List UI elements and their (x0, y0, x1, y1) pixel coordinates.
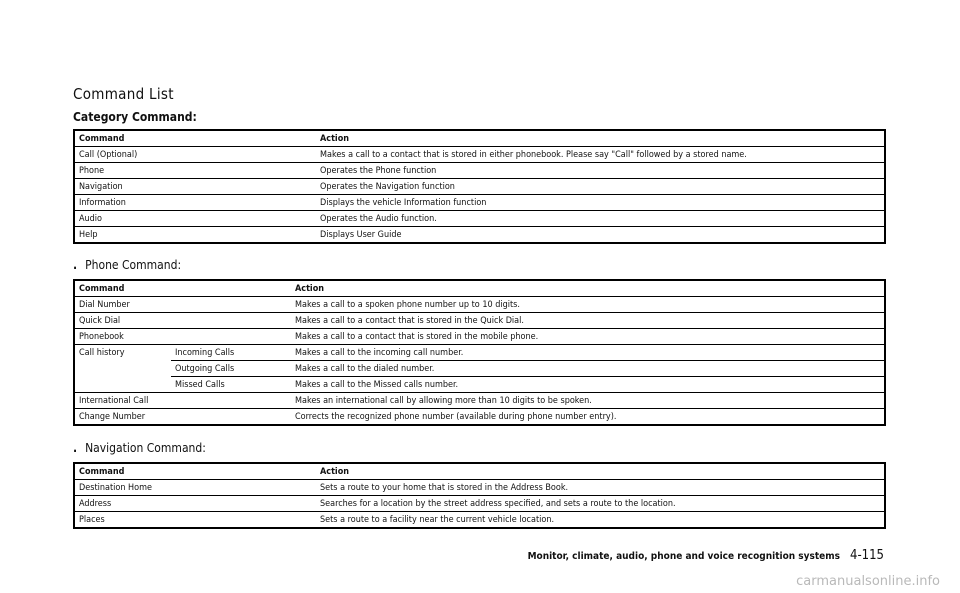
table-row (74, 297, 885, 313)
command-cell: International Call (74, 393, 291, 409)
table-header-row (74, 463, 885, 480)
navigation-command-title: Navigation Command: (85, 441, 206, 455)
action-cell: Makes a call to the incoming call number. (291, 345, 885, 361)
subcommand-cell: Missed Calls (171, 377, 291, 393)
action-cell: Displays the vehicle Information function (316, 195, 885, 211)
command-cell: Phone (74, 163, 316, 179)
action-cell: Makes a call to a contact that is stored in either phonebook. Please say "Call" followed by a stored name. (316, 147, 885, 163)
table-header-row (74, 280, 885, 297)
column-header-action: Action (316, 463, 885, 480)
table-row (74, 163, 885, 179)
column-header-command: Command (74, 463, 316, 480)
action-cell: Corrects the recognized phone number (available during phone number entry). (291, 409, 885, 426)
watermark: carmanualsonline.info (796, 574, 940, 589)
navigation-command-table (73, 462, 886, 529)
subcommand-cell: Incoming Calls (171, 345, 291, 361)
table-row (74, 345, 885, 361)
table-row (74, 179, 885, 195)
table-row (74, 361, 885, 377)
table-row (74, 195, 885, 211)
action-cell: Displays User Guide (316, 227, 885, 244)
table-row (74, 480, 885, 496)
command-cell: Information (74, 195, 316, 211)
table-row (74, 377, 885, 393)
action-cell: Operates the Audio function. (316, 211, 885, 227)
table-row (74, 393, 885, 409)
command-cell: Dial Number (74, 297, 291, 313)
command-cell: Phonebook (74, 329, 291, 345)
category-command-table (73, 129, 886, 244)
column-header-action: Action (316, 130, 885, 147)
table-row (74, 496, 885, 512)
footer-section-title: Monitor, climate, audio, phone and voice recognition systems (527, 551, 841, 562)
table-row (74, 227, 885, 244)
phone-command-heading (73, 258, 181, 272)
action-cell: Sets a route to a facility near the current vehicle location. (316, 512, 885, 529)
category-command-heading: Category Command: (73, 110, 197, 124)
action-cell: Makes a call to the dialed number. (291, 361, 885, 377)
table-row (74, 211, 885, 227)
column-header-command: Command (74, 130, 316, 147)
table-row (74, 329, 885, 345)
empty-cell (74, 377, 171, 393)
empty-cell (74, 361, 171, 377)
call-history-cell: Call history (79, 347, 125, 358)
command-cell: Navigation (74, 179, 316, 195)
page-number: 4-115 (850, 548, 884, 563)
bullet-icon: . (73, 441, 78, 455)
command-cell: Destination Home (74, 480, 316, 496)
command-cell: Quick Dial (74, 313, 291, 329)
action-cell: Searches for a location by the street address specified, and sets a route to the location. (316, 496, 885, 512)
column-header-command: Command (74, 280, 291, 297)
action-cell: Makes a call to a contact that is stored in the mobile phone. (291, 329, 885, 345)
action-cell: Operates the Navigation function (316, 179, 885, 195)
bullet-icon: . (73, 258, 78, 272)
command-cell: Change Number (74, 409, 291, 426)
command-cell: Audio (74, 211, 316, 227)
phone-command-table (73, 279, 886, 426)
table-row (74, 409, 885, 426)
page-footer (528, 548, 884, 563)
action-cell: Operates the Phone function (316, 163, 885, 179)
navigation-command-heading (73, 441, 206, 455)
action-cell: Makes a call to a contact that is stored in the Quick Dial. (291, 313, 885, 329)
action-cell: Sets a route to your home that is stored in the Address Book. (316, 480, 885, 496)
action-cell: Makes an international call by allowing more than 10 digits to be spoken. (291, 393, 885, 409)
table-row (74, 313, 885, 329)
command-cell: Places (74, 512, 316, 529)
table-header-row (74, 130, 885, 147)
action-cell: Makes a call to the Missed calls number. (291, 377, 885, 393)
table-row (74, 147, 885, 163)
page-title: Command List (73, 85, 174, 103)
command-cell: Help (74, 227, 316, 244)
column-header-action: Action (291, 280, 885, 297)
phone-command-title: Phone Command: (85, 258, 182, 272)
action-cell: Makes a call to a spoken phone number up to 10 digits. (291, 297, 885, 313)
command-cell: Call (Optional) (74, 147, 316, 163)
subcommand-cell: Outgoing Calls (171, 361, 291, 377)
table-row (74, 512, 885, 529)
command-cell: Address (74, 496, 316, 512)
